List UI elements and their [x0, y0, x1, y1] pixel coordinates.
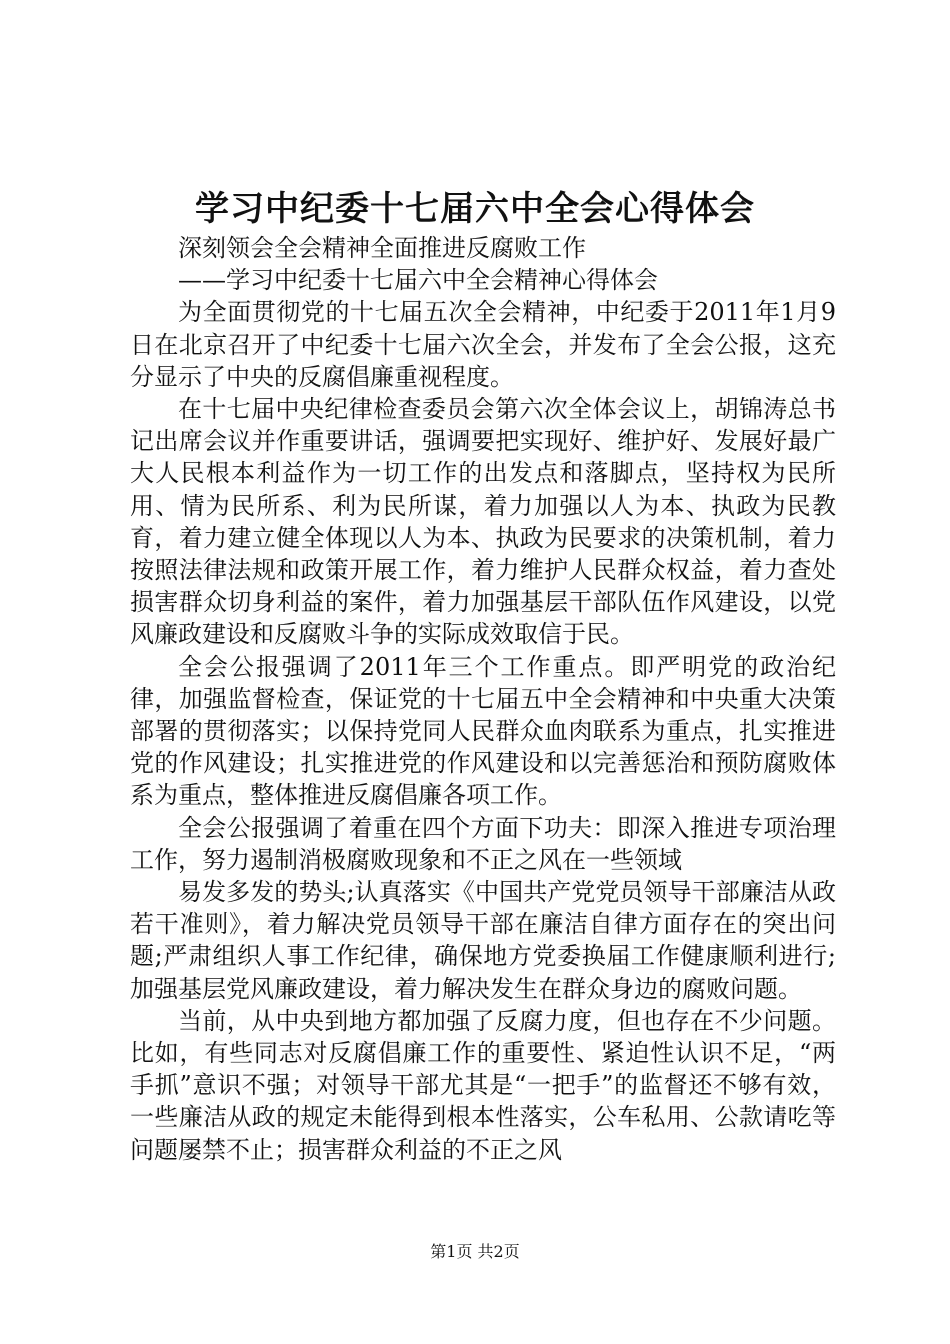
page-number-footer: 第1页 共2页: [430, 1242, 520, 1261]
document-body: [130, 232, 836, 1166]
paragraph-4: 全会公报强调了着重在四个方面下功夫：即深入推进专项治理工作，努力遏制消极腐败现象和不正之风在一些领域: [130, 813, 836, 874]
paragraph-5: 易发多发的势头;认真落实《中国共产党党员领导干部廉洁从政若干准则》，着力解决党员领导干部在廉洁自律方面存在的突出问题;严肃组织人事工作纪律，确保地方党委换届工作健康顺利进行;加强基层党风廉政建设，着力解决发生在群众身边的腐败问题。: [130, 878, 836, 1003]
document-title: 学习中纪委十七届六中全会心得体会: [195, 189, 755, 229]
paragraph-2: 在十七届中央纪律检查委员会第六次全体会议上，胡锦涛总书记出席会议并作重要讲话，强调要把实现好、维护好、发展好最广大人民根本利益作为一切工作的出发点和落脚点，坚持权为民所用、情为民所系、利为民所谋，着力加强以人为本、执政为民教育，着力建立健全体现以人为本、执政为民要求的决策机制，着力按照法律法规和政策开展工作，着力维护人民群众权益，着力查处损害群众切身利益的案件，着力加强基层干部队伍作风建设，以党风廉政建设和反腐败斗争的实际成效取信于民。: [130, 395, 836, 649]
paragraph-1: 为全面贯彻党的十七届五次全会精神，中纪委于2011年1月9日在北京召开了中纪委十七届六次全会，并发布了全会公报，这充分显示了中央的反腐倡廉重视程度。: [130, 298, 836, 391]
paragraph-subtitle: 深刻领会全会精神全面推进反腐败工作: [178, 234, 586, 262]
paragraph-3: 全会公报强调了2011年三个工作重点。即严明党的政治纪律，加强监督检查，保证党的十七届五中全会精神和中央重大决策部署的贯彻落实；以保持党同人民群众血肉联系为重点，扎实推进党的作风建设；扎实推进党的作风建设和以完善惩治和预防腐败体系为重点，整体推进反腐倡廉各项工作。: [130, 652, 836, 810]
paragraph-subheading: ——学习中纪委十七届六中全会精神心得体会: [178, 266, 658, 295]
paragraph-6: 当前，从中央到地方都加强了反腐力度，但也存在不少问题。比如，有些同志对反腐倡廉工作的重要性、紧迫性认识不足，“两手抓”意识不强；对领导干部尤其是“一把手”的监督还不够有效，一些廉洁从政的规定未能得到根本性落实，公车私用、公款请吃等问题屡禁不止；损害群众利益的不正之风: [130, 1006, 836, 1164]
